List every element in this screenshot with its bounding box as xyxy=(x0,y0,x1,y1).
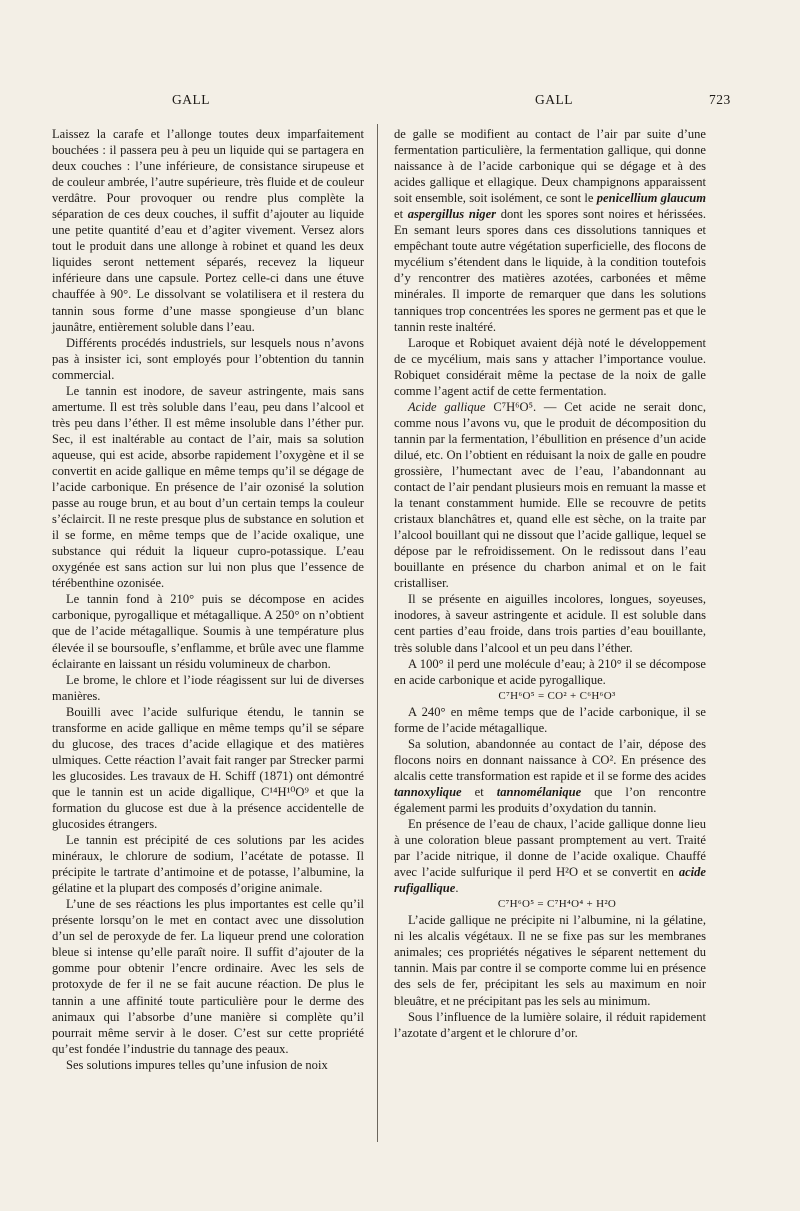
text-run: et xyxy=(394,207,408,222)
text-run: Sa solution, abandonnée au contact de l’air, dépose des flocons noirs en donnant naissance à CO². En présence des alcalis cette transformation est rapide et il se forme des acides xyxy=(394,736,706,783)
chemical-equation: C⁷H⁶O⁵ = C⁷H⁴O⁴ + H²O xyxy=(497,898,617,911)
paragraph: A 240° en même temps que de l’acide carbonique, il se forme de l’acide métagallique. xyxy=(394,704,706,735)
paragraph: L’acide gallique ne précipite ni l’albumine, ni la gélatine, ni les alcalis végétaux. Il ne se fixe pas sur les membranes animales; ces propriétés négatives le séparent nettement du tannin. Mais par contre il se comporte comme lui en présence des sels de fer, précipitant les sels au maximum en noir bleuâtre, et ne précipitant pas les sels au minimum. xyxy=(394,913,706,1008)
text-run: que l’on rencontre également parmi les produits d’oxydation du tannin. xyxy=(394,784,706,815)
paragraph: Il se présente en aiguilles incolores, longues, soyeuses, inodores, à saveur astringente et acidule. Il est soluble dans cent parties d’eau froide, dans trois parties d’eau bouillante, très soluble dans l’alcool et un peu dans l’éther. xyxy=(394,592,706,655)
entry-heading: Acide gallique xyxy=(408,399,486,414)
left-running-title: GALL xyxy=(172,92,210,107)
paragraph xyxy=(394,126,706,335)
text-run: dont les spores sont noires et hérissées. En semant leurs spores dans ces dissolutions tanniques et empêchant toute autre végétation superficielle, des flocons de mycélium s’étendent dans le liquide, à la condition toutefois d’y rencontrer des matières azotées, carbonées et même minérales. Il importe de remarquer que dans les solutions tanniques trop concentrées les spores ne germent pas et que le tannin reste inaltéré. xyxy=(394,207,706,334)
term: tannoxylique xyxy=(394,784,462,799)
left-column xyxy=(52,126,364,1073)
right-running-title: GALL xyxy=(535,92,573,107)
paragraph xyxy=(394,816,706,896)
paragraph: Le tannin est inodore, de saveur astringente, mais sans amertume. Il est très soluble dans l’eau, peu dans l’alcool et très peu dans l’éther. Il est même insoluble dans l’éther pur. Sec, il est inaltérable au contact de l’air, mais sa solution aqueuse, qui est acide, absorbe rapidement l’oxygène et il se convertit en acide gallique en même temps qu’il se dégage de l’acide carbonique. En présence de l’air ozonisé la solution passe au rouge brun, et au bout d’un certain temps la couleur s’éclaircit. Il ne reste presque plus de substance en solution et il se forme, en même temps que de l’acide oxalique, une substance qui réduit la liqueur cupro-potassique. L’eau oxygénée est sans action sur lui non plus que l’essence de térébenthine ozonisée. xyxy=(52,383,364,591)
paragraph: Le brome, le chlore et l’iode réagissent sur lui de diverses manières. xyxy=(52,672,364,703)
column-divider xyxy=(377,124,378,1142)
species-name: aspergillus niger xyxy=(407,207,497,222)
text-run: C⁷H⁶O⁵. — Cet acide ne serait donc, comme nous l’avons vu, que le produit de décomposition du tannin par la fermentation, l’ébullition en présence d’un acide dilué, etc. On l’obtient en réduisant la noix de galle en poudre grossière, l’humectant avec de l’eau, l’abandonnant au contact de l’air pendant plusieurs mois en remuant la masse et la tenant constamment humide. Elle se recouvre de petits cristaux blanchâtres et, quand elle est sèche, on la traite par l’alcool bouillant qui ne dissout que l’acide gallique, lequel se dépose par le refroidissement. On le redissout dans l’eau bouillante en présence du charbon animal et on le fait cristalliser. xyxy=(394,399,706,591)
species-name: penicellium glaucum xyxy=(596,191,707,206)
paragraph: L’une de ses réactions les plus importantes est celle qu’il présente lorsqu’on le met en contact avec une dissolution d’un sel de peroxyde de fer. La liqueur prend une coloration bleue si intense qu’elle paraît noire. Il suffit d’ajouter de la gomme pour obtenir l’encre ordinaire. Avec les sels de protoxyde de fer il ne se fait aucune réaction. De plus le tannin a une affinité toute particulière pour le derme des animaux qui l’absorbe d’une manière si complète qu’il pourrait même servir à le doser. C’est sur cette propriété qu’est fondée l’industrie du tannage des peaux. xyxy=(52,897,364,1056)
paragraph: Laissez la carafe et l’allonge toutes deux imparfaitement bouchées : il passera peu à peu un liquide qui se partagera en deux couches : l’une inférieure, de consistance sirupeuse et de couleur ambrée, l’autre supérieure, très fluide et de couleur verdâtre. Pour provoquer ou rendre plus complète la séparation de ces deux couches, il suffit d’ajouter au liquide une petite quantité d’eau et d’agiter vivement. Versez alors tout le produit dans une allonge à robinet et quand les deux liquides seront nettement séparés, recevez la liqueur inférieure dans une capsule. Portez celle-ci dans une étuve chauffée à 90°. Le dissolvant se volatilisera et il restera du tannin sous forme d’une masse spongieuse d’un blanc jaunâtre, entièrement soluble dans l’eau. xyxy=(52,127,364,334)
page-number: 723 xyxy=(709,92,731,107)
term: acide rufigallique xyxy=(394,865,706,896)
paragraph: Différents procédés industriels, sur lesquels nous n’avons pas à insister ici, sont employés pour l’obtention du tannin commercial. xyxy=(52,335,364,382)
paragraph: Le tannin est précipité de ces solutions par les acides minéraux, le chlorure de sodium, l’acétate de potasse. Il précipite le tartrate d’antimoine et de potasse, l’albumine, la gélatine et la plupart des composés d’origine animale. xyxy=(52,833,364,896)
paragraph: Laroque et Robiquet avaient déjà noté le développement de ce mycélium, mais sans y attacher l’importance voulue. Robiquet considérait même la pectase de la noix de galle comme l’agent actif de cette fermentation. xyxy=(394,335,706,398)
paragraph: A 100° il perd une molécule d’eau; à 210° il se décompose en acide carbonique et acide pyrogallique. xyxy=(394,656,706,687)
right-column xyxy=(394,126,706,1041)
text-run: En présence de l’eau de chaux, l’acide gallique donne lieu à une coloration bleue passant promptement au vert. Traité par l’acide nitrique, il donne de l’acide oxalique. Chauffé avec l’acide sulfurique il perd H²O et se convertit en xyxy=(394,817,706,880)
paragraph: Ses solutions impures telles qu’une infusion de noix xyxy=(66,1057,328,1072)
text-run: et xyxy=(461,784,497,799)
paragraph xyxy=(394,736,706,816)
paragraph: Sous l’influence de la lumière solaire, il réduit rapidement l’azotate d’argent et le chlorure d’or. xyxy=(394,1009,706,1040)
text-run: . xyxy=(455,881,459,896)
paragraph xyxy=(394,399,706,592)
term: tannomélanique xyxy=(496,784,582,799)
paragraph: Bouilli avec l’acide sulfurique étendu, le tannin se transforme en acide gallique en même temps qu’il se sépare du glucose, des traces d’acide ellagique et des matières ulmiques. Cette réaction l’avait fait ranger par Strecker parmi les glucosides. Les travaux de H. Schiff (1871) ont démontré que le tannin est un acide digallique, C¹⁴H¹⁰O⁹ et que la formation du glucose est due à la présence accidentelle de glucosides étrangers. xyxy=(52,704,364,832)
paragraph: Le tannin fond à 210° puis se décompose en acides carbonique, pyrogallique et métagallique. A 250° on n’obtient que de l’acide métagallique. Soumis à une température plus élevée il se boursoufle, s’enflamme, et brûle avec une flamme éclairante en laissant un résidu volumineux de charbon. xyxy=(52,592,364,671)
chemical-equation: C⁷H⁶O⁵ = CO² + C⁶H⁶O³ xyxy=(498,689,616,702)
running-header xyxy=(0,92,800,114)
text-run: de galle se modifient au contact de l’air par suite d’une fermentation particulière, la fermentation gallique, qui donne naissance à de l’acide carbonique qui se dégage et à des acides gallique et ellagique. Deux champignons apparaissent soit ensemble, soit isolément, ce sont le xyxy=(394,127,706,206)
